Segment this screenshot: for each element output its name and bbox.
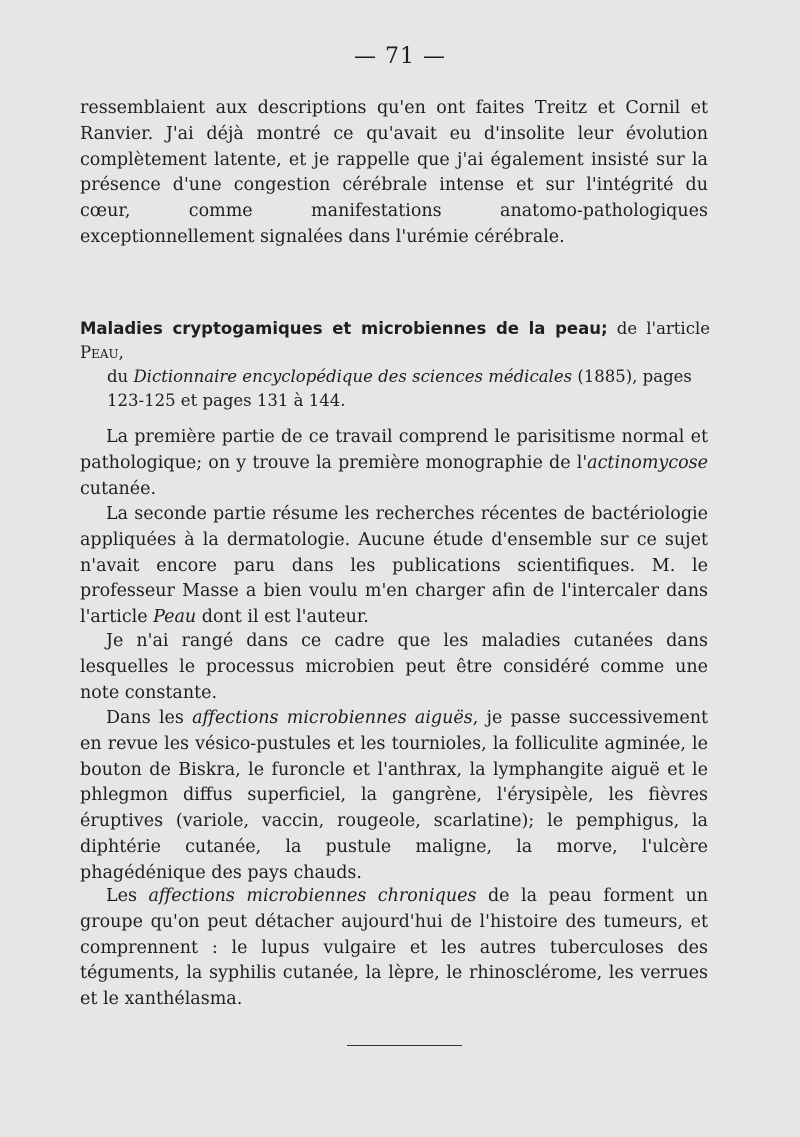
bibliographic-reference (80, 317, 710, 413)
p5-affections-chroniques: affections microbiennes chroniques (148, 886, 477, 906)
paragraph-3: Je n'ai rangé dans ce cadre que les maladies cutanées dans lesquelles le processus microbien peut être considéré comme une note constante. (80, 631, 708, 703)
p1-text-b: cutanée. (80, 478, 157, 499)
reference-pages: 123-125 et pages 131 à 144. (107, 391, 346, 410)
reference-title: Maladies cryptogamiques et microbiennes de la peau; (80, 319, 608, 338)
paragraph-2 (80, 502, 708, 631)
paragraph-4 (80, 706, 708, 887)
reference-article: Peau, (80, 343, 124, 362)
p4-text-a: Dans les (106, 708, 193, 728)
reference-line-2 (80, 365, 710, 389)
p5-text-a: Les (106, 886, 149, 906)
p1-text-a: La première partie de ce travail comprend le parisitisme normal et pathologique; on y trouve la première monographie de l' (80, 427, 708, 473)
paragraph-1 (80, 425, 708, 502)
reference-year-pages: (1885), pages (577, 367, 692, 386)
reference-dictionary: Dictionnaire encyclopédique des sciences médicales (133, 367, 573, 386)
reference-du: du (107, 367, 129, 386)
p2-text-b: dont il est l'auteur. (196, 607, 369, 628)
p2-peau: Peau (153, 607, 197, 628)
p4-text-b: , je passe successivement en revue les vésico-pustules et les tournioles, la folliculite agminée, le bouton de Biskra, le furoncle et l'anthrax, la lymphangite aiguë et le phlegmon diffus superficiel, la gangrène, l'érysipèle, les fièvres éruptives (variole, vaccin, rougeole, scarlatine); le pemphigus, la diphtérie cutanée, la pustule maligne, la morve, l'ulcère phagédénique des pays chauds. (80, 708, 708, 883)
p1-actinomycose: actinomycose (587, 452, 708, 473)
p4-affections-aigues: affections microbiennes aiguës (192, 708, 473, 728)
p5-text-b: de la peau forment un groupe qu'on peut détacher aujourd'hui de l'histoire des tumeurs, et comprennent : le lupus vulgaire et les autres tuberculoses des téguments, la syphilis cutanée, la lèpre, le rhinosclérome, les verrues et le xanthélasma. (80, 886, 708, 1010)
page-number: — 71 — (354, 44, 446, 69)
paragraph-5 (80, 884, 708, 1013)
p2-text-a: La seconde partie résume les recherches récentes de bactériologie appliquées à la dermatologie. Aucune étude d'ensemble sur ce sujet n'avait encore paru dans les publications scientifiques. M. le professeur Masse a bien voulu m'en charger afin de l'intercaler dans l'article (80, 504, 708, 628)
intro-paragraph: ressemblaient aux descriptions qu'en ont faites Treitz et Cornil et Ranvier. J'ai déjà montré ce qu'avait eu d'insolite leur évolution complètement latente, et je rappelle que j'ai également insisté sur la présence d'une congestion cérébrale intense et sur l'intégrité du cœur, comme manifestations anatomo-pathologiques exceptionnellement signalées dans l'urémie cérébrale. (80, 98, 708, 247)
end-rule (347, 1045, 462, 1046)
reference-pre-article: de l'article (616, 319, 710, 338)
